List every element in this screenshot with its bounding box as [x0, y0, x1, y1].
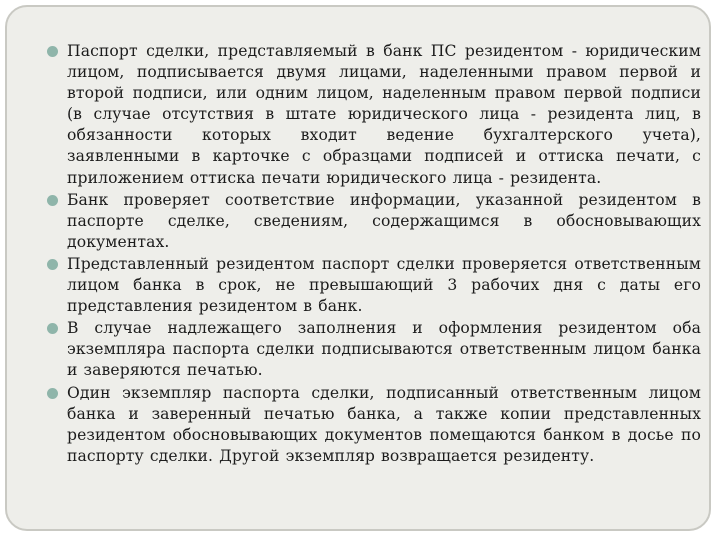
bullet-dot-icon: [47, 388, 58, 399]
bullet-item: [45, 318, 701, 381]
bullet-text: Один экземпляр паспорта сделки, подписанный ответственным лицом банка и заверенный печатью банка, а также копии представленных резидентом обосновывающих документов помещаются банком в досье по паспорту сделки. Другой экземпляр возвращается резиденту.: [67, 383, 701, 465]
bullet-item: [45, 190, 701, 253]
bullet-dot-icon: [47, 46, 58, 57]
slide-frame: [5, 5, 711, 531]
bullet-item: [45, 41, 701, 189]
bullet-item: [45, 383, 701, 467]
bullet-dot-icon: [47, 195, 58, 206]
bullet-text: В случае надлежащего заполнения и оформления резидентом оба экземпляра паспорта сделки подписываются ответственным лицом банка и заверяются печатью.: [67, 319, 701, 380]
bullet-list: [45, 41, 701, 468]
bullet-dot-icon: [47, 259, 58, 270]
bullet-dot-icon: [47, 323, 58, 334]
bullet-item: [45, 254, 701, 317]
bullet-text: Представленный резидентом паспорт сделки проверяется ответственным лицом банка в срок, не превышающий 3 рабочих дня с даты его представления резидентом в банк.: [67, 254, 701, 316]
bullet-text: Паспорт сделки, представляемый в банк ПС резидентом - юридическим лицом, подписывается двумя лицами, наделенными правом первой и второй подписи, или одним лицом, наделенным правом первой подписи (в случае отсутствия в штате юридического лица - резидента лиц, в обязанности которых входит ведение бухгалтерского учета), заявленными в карточке с образцами подписей и оттиска печати, с приложением оттиска печати юридического лица - резидента.: [67, 42, 701, 187]
bullet-text: Банк проверяет соответствие информации, указанной резидентом в паспорте сделке, сведениям, содержащимся в обосновывающих документах.: [67, 190, 701, 251]
